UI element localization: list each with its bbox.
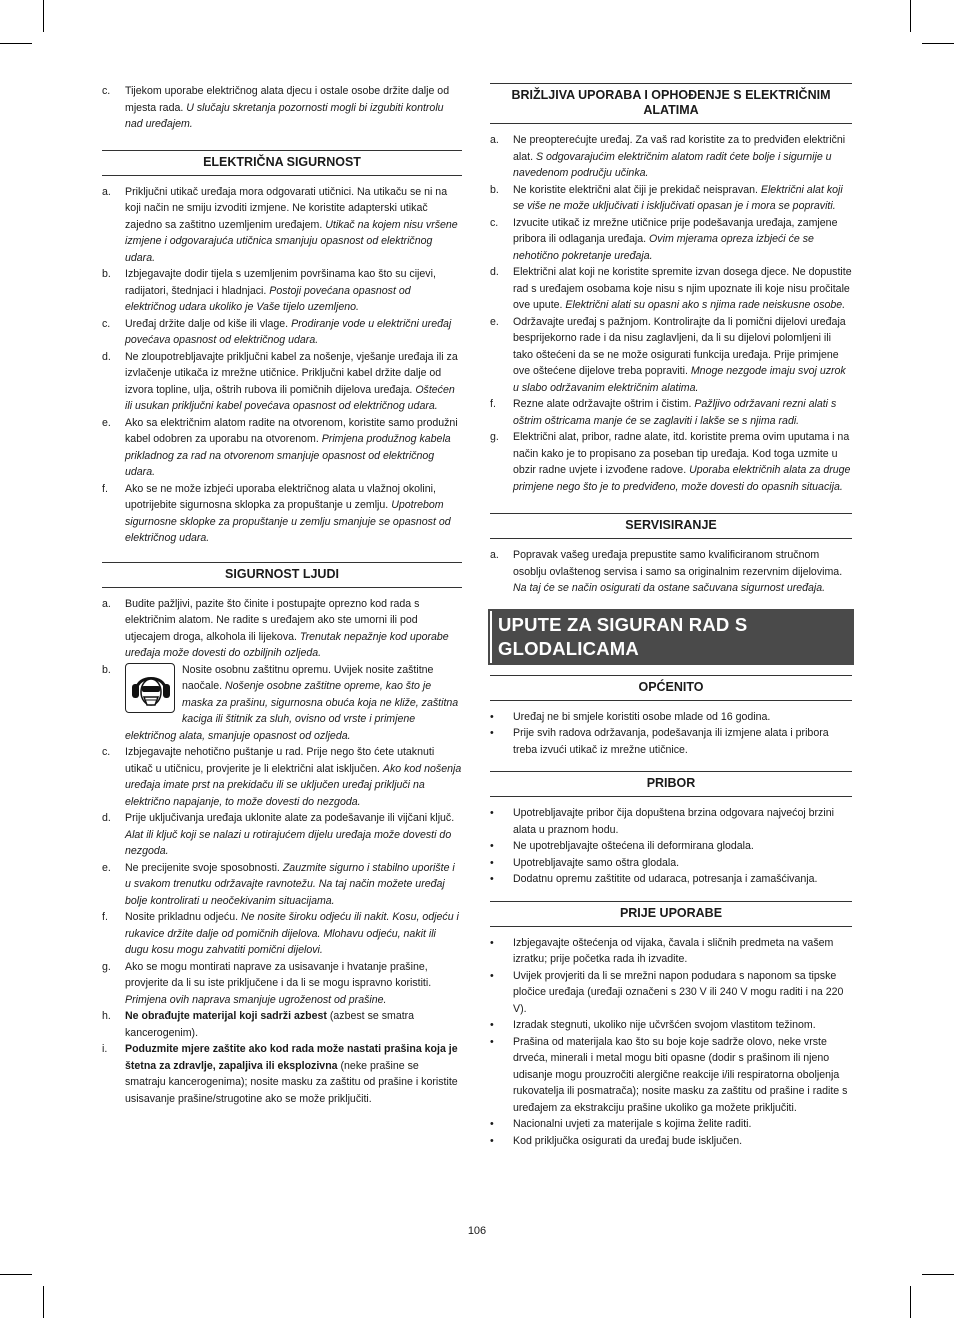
list-item xyxy=(490,264,852,314)
item-text: Ako se mogu montirati naprave za usisavanje i hvatanje prašine, provjerite da li su iste priključene i da li se mogu ispravno koristiti. xyxy=(125,960,432,989)
item-italic: Ovim mjerama opreza izbjeći će se nehotično pokretanje uređaja. xyxy=(513,233,814,262)
bullet-icon: • xyxy=(490,710,494,723)
main-heading: UPUTE ZA SIGURAN RAD S GLODALICAMA xyxy=(490,611,852,663)
bullet-icon: • xyxy=(490,1118,494,1130)
bullet-item xyxy=(490,855,852,872)
section-heading-electrical: ELEKTRIČNA SIGURNOST xyxy=(102,150,462,176)
item-text: Rezne alate održavajte oštrim i čistim. xyxy=(513,398,695,410)
list-item xyxy=(102,266,462,316)
people-list xyxy=(102,596,462,1108)
item-italic: Pažljivo održavani rezni alati s oštrim oštricama manje će se zaglaviti i lakše se s njima radi. xyxy=(513,398,837,427)
bullet-text: Uvijek provjeriti da li se mrežni napon podudara s naponom sa tipske pločice uređaja (uređaji označeni s 230 V ili 240 V mogu raditi i na 220 V). xyxy=(513,969,844,1015)
item-marker: d. xyxy=(490,266,499,278)
bullet-icon: • xyxy=(490,1134,494,1147)
section-heading-general: OPĆENITO xyxy=(490,675,852,701)
item-italic: Upotrebom sigurnosne sklopke za propuštanje u zemlju smanjuje se opasnost od električnog udara. xyxy=(125,499,451,544)
bullet-text: Prije svih radova održavanja, podešavanja ili izmjene alata i pribora treba izvući utikač iz mrežne utičnice. xyxy=(513,727,829,756)
list-item xyxy=(102,662,462,745)
careful-use-list xyxy=(490,132,852,495)
section-heading-service: SERVISIRANJE xyxy=(490,513,852,539)
item-italic: S odgovarajućim električnim alatom radit ćete bolje i sigurnije u navedenom području učinka. xyxy=(513,150,832,179)
item-italic: Alat ili ključ koji se nalazi u rotirajućem dijelu uređaja može dovesti do nezgoda. xyxy=(125,828,452,857)
item-italic: Nošenje osobne zaštitne opreme, kao što je maska za prašinu, sigurnosna obuća koja ne kliže, zaštitna kaciga ili štitnik za sluh, ovisno od vrste i primjene električnog alata, smanjuje opasnost od ozljeda. xyxy=(125,680,459,742)
item-italic: Na taj će se način osigurati da ostane sačuvana sigurnost uređaja. xyxy=(513,582,826,594)
bullet-icon: • xyxy=(490,840,494,852)
item-text: Izbjegavajte dodir tijela s uzemljenim površinama kao što su cijevi, radijatori, štednjaci i hladnjaci. xyxy=(125,268,436,297)
item-text: Održavajte uređaj s pažnjom. Kontrolirajte da li pomični dijelovi uređaja besprijekorno rade i da nisu zaglavljeni, da li su dijelovi polomljeni ili tako oštećeni da se ne može osigurati funkcija uređaja. Prije primjene ove oštećene dijelove treba popraviti. xyxy=(513,315,846,377)
list-item xyxy=(102,596,462,662)
bullet-icon: • xyxy=(490,936,494,949)
bullet-text: Upotrebljavajte samo oštra glodala. xyxy=(513,856,680,869)
bullet-item xyxy=(490,935,852,968)
item-italic: U slučaju skretanja pozornosti mogli bi izgubiti kontrolu nad uređajem. xyxy=(125,101,444,130)
crop-mark xyxy=(43,1286,44,1318)
bullet-item xyxy=(490,838,852,855)
list-item xyxy=(490,314,852,397)
bullet-icon: • xyxy=(490,969,494,982)
right-column xyxy=(490,83,852,1149)
item-italic: Uporaba električnih alata za druge primjene nego što je to predviđeno, može dovesti do opasnih situacija. xyxy=(513,464,851,493)
list-item xyxy=(490,215,852,265)
crop-mark xyxy=(922,43,954,44)
section-heading-accessories: PRIBOR xyxy=(490,771,852,797)
item-marker: e. xyxy=(490,315,499,328)
page-number: 106 xyxy=(467,1225,487,1237)
section-heading-before-use: PRIJE UPORABE xyxy=(490,901,852,927)
bullet-item xyxy=(490,1017,852,1034)
item-marker: e. xyxy=(102,861,111,874)
bullet-item xyxy=(490,709,852,726)
bullet-text: Upotrebljavajte pribor čija dopuštena brzina odgovara najvećoj brzini alata u praznom hodu. xyxy=(513,807,834,836)
item-marker: h. xyxy=(102,1010,111,1022)
bullet-item xyxy=(490,968,852,1018)
section-heading-careful-use: BRIŽLJIVA UPORABA I OPHOĐENJE S ELEKTRIČNIM ALATIMA xyxy=(490,83,852,124)
list-item xyxy=(490,396,852,429)
bullet-text: Izradak stegnuti, ukoliko nije učvršćen svojom vlastitom težinom. xyxy=(513,1019,816,1031)
item-text: Ako sa električnim alatom radite na otvorenom, koristite samo produžni kabel odobren za uporabu na otvorenom. xyxy=(125,416,458,445)
bullet-text: Ne upotrebljavajte oštećena ili deformirana glodala. xyxy=(513,840,754,852)
crop-mark xyxy=(910,1286,911,1318)
item-marker: a. xyxy=(490,134,499,146)
list-item xyxy=(102,349,462,415)
item-text: Nosite osobnu zaštitnu opremu. Uvijek nosite zaštitne naočale. xyxy=(182,663,434,692)
item-marker: c. xyxy=(490,216,499,229)
list-item xyxy=(102,959,462,1009)
item-marker: e. xyxy=(102,416,111,429)
crop-mark xyxy=(910,0,911,32)
item-text: Ne zloupotrebljavajte priključni kabel za nošenje, vješanje uređaja ili za izvlačenje utikača iz mrežne utičnice. Priključni kabel držite dalje od izvora topline, ulja, oštrih rubova ili pomičnih dijelova uređaja. xyxy=(125,350,458,396)
item-italic: Primjena produžnog kabela prikladnog za rad na otvorenom smanjuje opasnost od električnog udara. xyxy=(125,433,451,478)
bullet-text: Dodatnu opremu zaštitite od udaraca, potresanja i zamašćivanja. xyxy=(513,873,818,885)
bullet-item xyxy=(490,1116,852,1133)
item-text: Ne precijenite svoje sposobnosti. xyxy=(125,861,283,874)
bullet-text: Nacionalni uvjeti za materijale s kojima želite raditi. xyxy=(513,1118,752,1130)
item-marker: c. xyxy=(102,746,111,758)
item-bold: Poduzmite mjere zaštite ako kod rada može nastati prašina koja je štetna za zdravlje, zapaljiva ili eksplozivna xyxy=(125,1043,458,1072)
item-text: Uređaj držite dalje od kiše ili vlage. xyxy=(125,317,292,330)
item-marker: f. xyxy=(102,911,108,923)
item-text: Ako se ne može izbjeći uporaba električnog alata u vlažnoj okolini, upotrijebite sigurnosna sklopka za propuštanje u zemlju. xyxy=(125,482,436,511)
item-italic: Električni alati su opasni ako s njima rade neiskusne osobe. xyxy=(565,299,846,311)
bullet-item xyxy=(490,1034,852,1117)
item-marker: c. xyxy=(102,317,111,330)
item-marker: i. xyxy=(102,1043,108,1055)
bullet-item xyxy=(490,871,852,888)
item-marker: g. xyxy=(490,431,499,443)
item-text: Prije uključivanja uređaja uklonite alate za podešavanje ili vijčani ključ. xyxy=(125,812,455,824)
left-column xyxy=(102,83,462,1107)
face-protection-icon xyxy=(125,663,175,713)
item-italic: Postoji povećana opasnost od električnog udara ukoliko je Vaše tijelo uzemljeno. xyxy=(125,284,411,313)
list-item xyxy=(102,481,462,547)
item-marker: a. xyxy=(102,597,111,610)
item-marker: a. xyxy=(102,185,111,198)
bullet-icon: • xyxy=(490,1019,494,1031)
item-marker: b. xyxy=(102,268,111,280)
intro-item xyxy=(102,83,462,133)
list-item xyxy=(102,184,462,267)
item-text: Električni alat, pribor, radne alate, itd. koristite prema ovim uputama i na način kako je to propisano za poseban tip uređaja. Kod toga uzmite u obzir radne uvjete i izvođene radove. xyxy=(513,431,850,476)
crop-mark xyxy=(0,43,32,44)
item-italic: Prodiranje vode u električni uređaj povećava opasnost od električnog udara. xyxy=(125,317,452,346)
general-list xyxy=(490,709,852,759)
item-text: Ne koristite električni alat čiji je prekidač neispravan. xyxy=(513,183,761,196)
list-item xyxy=(102,1008,462,1041)
list-item xyxy=(490,429,852,495)
list-item xyxy=(102,415,462,481)
item-marker: f. xyxy=(490,398,496,410)
crop-mark xyxy=(0,1274,32,1275)
item-text: Priključni utikač uređaja mora odgovarati utičnici. Na utikaču se ni na koji način ne smiju izvoditi izmjene. Ne koristite adapterski utikač zajedno sa zaštitno uzemljenim uređajem. xyxy=(125,185,448,231)
item-marker: d. xyxy=(102,812,111,824)
item-text: Popravak vašeg uređaja prepustite samo kvalificiranom stručnom osoblju ovlaštenog servisa i samo sa originalnim rezervnim dijelovima. xyxy=(513,549,843,578)
item-italic: Električni alat koji se više ne može uključivati i isključivati opasan je i mora se popraviti. xyxy=(513,183,843,212)
crop-mark xyxy=(43,0,44,32)
item-marker: f. xyxy=(102,482,108,495)
item-text: (azbest se smatra kancerogenim). xyxy=(125,1010,415,1039)
item-marker: c. xyxy=(102,85,111,97)
item-italic: Zauzmite sigurno i stabilno uporište i u svakom trenutku održavajte ravnotežu. Na taj način možete uređaj bolje kontrolirati u neočekivanim situacijama. xyxy=(125,861,455,907)
bullet-icon: • xyxy=(490,873,494,885)
bullet-text: Uređaj ne bi smjele koristiti osobe mlade od 16 godina. xyxy=(513,710,771,723)
bullet-icon: • xyxy=(490,807,494,819)
bullet-item xyxy=(490,725,852,758)
list-item xyxy=(102,909,462,959)
item-marker: b. xyxy=(102,663,111,676)
item-text: Električni alat koji ne koristite spremite izvan dosega djece. Ne dopustite rad s uređajem osobama koje nisu s njim upoznate ili koje nisu pročitale ove upute. xyxy=(513,266,852,311)
bullet-icon: • xyxy=(490,1035,494,1048)
item-text: (neke prašine se smatraju kancerogenima); nosite masku za zaštitu od prašine i koristite usisavanje prašine/strugotine ako se može priključiti. xyxy=(125,1059,458,1105)
crop-mark xyxy=(922,1274,954,1275)
bullet-text: Prašina od materijala kao što su boje koje sadrže olovo, neke vrste drveća, minerali i metal mogu biti opasne (dodir s prašinom ili njeno udisanje mogu prouzročiti alergične reakcije i/ili respiratorna oboljenja rukovatelja ili posmatrača); nosite masku za zaštitu od prašine i radite s uređajem za ekstrakciju prašine ukoliko ga možete priključiti. xyxy=(513,1035,848,1114)
item-text: Ne preopterećujte uređaj. Za vaš rad koristite za to predviđen električni alat. xyxy=(513,134,846,163)
accessories-list xyxy=(490,805,852,888)
list-item xyxy=(490,182,852,215)
item-marker: a. xyxy=(490,549,499,561)
item-text: Izbjegavajte nehotično puštanje u rad. Prije nego što ćete utaknuti utikač u utičnicu, provjerite je li električni alat isključen. xyxy=(125,746,435,775)
item-text: Tijekom uporabe električnog alata djecu i ostale osobe držite dalje od mjesta rada. xyxy=(125,85,450,114)
item-text: Budite pažljivi, pazite što činite i postupajte oprezno kod rada s električnim alatom. Ne radite s uređajem ako ste umorni ili pod utjecajem droga, alkohola ili lijekova. xyxy=(125,597,420,643)
item-italic: Ne nosite široku odjeću ili nakit. Kosu, odjeću i rukavice držite dalje od pomičnih dijelova. Mlohavu odjeću, nakit ili dugu kosu mogu zahvatiti pomični dijelovi. xyxy=(125,911,459,956)
item-text: Nosite prikladnu odjeću. xyxy=(125,911,242,923)
item-italic: Ako kod nošenja uređaja imate prst na prekidaču ili se uključen uređaj priključi na električno napajanje, to može dovesti do nezgoda. xyxy=(125,762,462,808)
item-marker: b. xyxy=(490,183,499,196)
section-heading-people: SIGURNOST LJUDI xyxy=(102,562,462,588)
item-italic: Trenutak nepažnje kod uporabe uređaja može dovesti do ozbiljnih ozljeda. xyxy=(125,630,449,659)
service-list xyxy=(490,547,852,597)
item-text: Izvucite utikač iz mrežne utičnice prije podešavanja uređaja, zamjene pribora ili odlaganja uređaja. xyxy=(513,216,838,245)
item-italic: Oštećen ili usukan priključni kabel povećava opasnost od električnog udara. xyxy=(125,383,455,412)
before-use-list xyxy=(490,935,852,1150)
bullet-item xyxy=(490,1133,852,1150)
item-italic: Utikač na kojem nisu vršene izmjene i odgovarajuća utičnica smanjuju opasnost od električnog udara. xyxy=(125,218,458,264)
item-marker: g. xyxy=(102,960,111,973)
item-italic: Primjena ovih naprava smanjuje ugroženost od prašine. xyxy=(125,993,387,1006)
list-item xyxy=(102,860,462,910)
item-italic: Mnoge nezgode imaju svoj uzrok u slabo održavanim električnim alatima. xyxy=(513,365,846,394)
list-item xyxy=(102,744,462,810)
item-marker: d. xyxy=(102,350,111,363)
bullet-icon: • xyxy=(490,856,494,869)
bullet-text: Izbjegavajte oštećenja od vijaka, čavala i sličnih predmeta na vašem izratku; prije početka rada ih izvadite. xyxy=(513,936,834,965)
item-bold: Ne obrađujte materijal koji sadrži azbest xyxy=(125,1010,327,1022)
list-item xyxy=(490,132,852,182)
bullet-text: Kod priključka osigurati da uređaj bude isključen. xyxy=(513,1134,743,1147)
bullet-item xyxy=(490,805,852,838)
list-item xyxy=(102,1041,462,1107)
bullet-icon: • xyxy=(490,727,494,739)
list-item xyxy=(102,316,462,349)
electrical-list xyxy=(102,184,462,547)
list-item xyxy=(490,547,852,597)
list-item xyxy=(102,810,462,860)
